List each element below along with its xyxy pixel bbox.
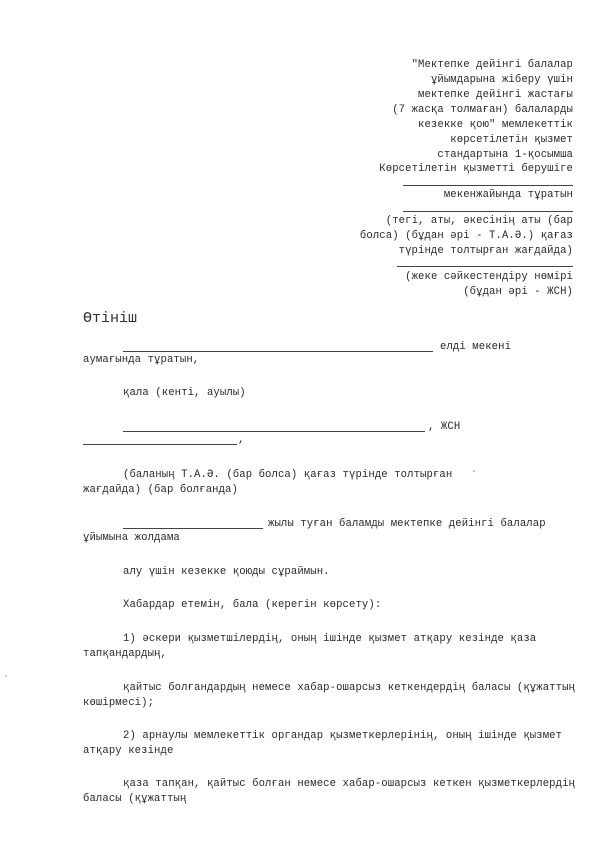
document-title: Өтініш	[83, 310, 138, 327]
attachment-line: "Мектепке дейінгі балалар	[411, 59, 573, 71]
attachment-line: стандартына 1-қосымша	[437, 149, 573, 161]
iin-hint-line: (жеке сәйкестендіру нөмірі	[405, 271, 573, 283]
child-iin-blank-line	[83, 444, 237, 445]
address-blank-line	[403, 211, 573, 212]
iin-suffix: , ЖСН	[428, 421, 461, 433]
fio-hint-line: болса) (бұдан әрі - Т.А.Ә.) қағаз	[359, 230, 573, 242]
fio-hint-line: (тегі, аты, әкесінің аты (бар	[385, 215, 573, 227]
locality-blank-line	[123, 351, 433, 352]
attachment-line: кезекке қою" мемлекеттік	[418, 119, 573, 131]
attachment-line: көрсетілетін қызмет	[450, 134, 573, 146]
comma: ,	[238, 434, 245, 446]
city-label: қала (кенті, ауылы)	[123, 387, 246, 399]
item-1b-line-1: қайтыс болғандардың немесе хабар-ошарсыз кеткендердің баласы (құжаттың	[123, 682, 576, 694]
provider-blank-line	[403, 185, 573, 186]
birth-year-text: жылы туған баламды мектепке дейінгі балалар	[268, 518, 546, 530]
provider-label: Көрсетілетін қызметті берушіге	[379, 163, 573, 175]
attachment-line: мектепке дейінгі жастағы	[418, 89, 573, 101]
attachment-line: ұйымдарына жіберу үшін	[430, 74, 573, 86]
iin-blank-line	[397, 266, 573, 267]
item-2b-line-1: қаза тапқан, қайтыс болған немесе хабар-ошарсыз кеткен қызметкерлердің	[123, 778, 576, 790]
org-text: ұйымына жолдама	[83, 532, 180, 544]
attachment-line: (7 жасқа толмаған) балаларды	[392, 104, 573, 116]
scan-speck	[5, 675, 7, 677]
child-fio-hint-2: жағдайда) (бар болғанда)	[83, 484, 238, 496]
item-2b-line-2: баласы (құжаттың	[83, 793, 187, 805]
address-label: мекенжайында тұратын	[443, 189, 573, 201]
child-fio-hint: (баланың Т.А.Ә. (бар болса) қағаз түрінде толтырған	[123, 469, 453, 481]
inform-text: Хабардар етемін, бала (керегін көрсету):	[123, 599, 382, 611]
birth-year-blank-line	[123, 528, 263, 529]
item-2-line-2: атқару кезінде	[83, 745, 174, 757]
queue-text: алу үшін кезекке қоюды сұраймын.	[123, 566, 330, 578]
item-1-line-1: 1) әскери қызметшілердің, оның ішінде қызмет атқару кезінде қаза	[123, 633, 537, 645]
fio-hint-line: түрінде толтырған жағдайда)	[398, 245, 573, 257]
item-1-line-2: тапқандардың,	[83, 648, 167, 660]
scan-speck	[473, 470, 475, 472]
child-name-blank-line	[123, 431, 425, 432]
iin-hint-line: (бұдан әрі - ЖСН)	[463, 286, 573, 298]
locality-suffix: елді мекені	[440, 341, 512, 353]
residing-text: аумағында тұратын,	[83, 354, 200, 366]
item-1b-line-2: көшірмесі);	[83, 697, 155, 709]
item-2-line-1: 2) арнаулы мемлекеттік органдар қызметкерлерінің, оның ішінде қызмет	[123, 730, 563, 742]
